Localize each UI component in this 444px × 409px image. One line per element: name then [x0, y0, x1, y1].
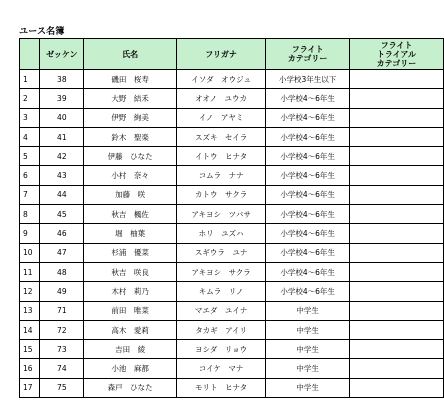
header-no: [20, 39, 40, 70]
trial-category-cell: [349, 127, 443, 146]
furigana-cell: スギウラ ユナ: [176, 243, 265, 262]
table-header-row: [20, 39, 444, 70]
flight-category-cell: 中学生: [266, 359, 350, 378]
row-number: 12: [20, 282, 40, 301]
flight-category-cell: 小学校3年生以下: [266, 70, 350, 89]
flight-category-cell: 小学校4～6年生: [266, 166, 350, 185]
name-cell: 秋吉 楓佐: [84, 205, 177, 224]
trial-category-cell: [349, 89, 443, 108]
row-number: 16: [20, 359, 40, 378]
flight-category-cell: 中学生: [266, 340, 350, 359]
row-number: 10: [20, 243, 40, 262]
furigana-cell: キムラ リノ: [176, 282, 265, 301]
flight-category-cell: 小学校4～6年生: [266, 89, 350, 108]
flight-category-cell: 小学校4～6年生: [266, 147, 350, 166]
row-number: 17: [20, 378, 40, 397]
table-row: [20, 320, 444, 339]
table-row: [20, 70, 444, 89]
header-trial-line-1: フライト: [380, 40, 413, 50]
table-row: [20, 108, 444, 127]
table-row: [20, 185, 444, 204]
table-row: [20, 224, 444, 243]
header-trial-line-3: カテゴリー: [376, 58, 417, 68]
table-row: [20, 147, 444, 166]
flight-category-cell: 小学校4～6年生: [266, 205, 350, 224]
zekken-cell: 40: [40, 108, 84, 127]
row-number: 14: [20, 320, 40, 339]
trial-category-cell: [349, 166, 443, 185]
furigana-cell: マエダ ユイナ: [176, 301, 265, 320]
furigana-cell: カトウ サクラ: [176, 185, 265, 204]
zekken-cell: 48: [40, 262, 84, 281]
row-number: 4: [20, 127, 40, 146]
flight-category-cell: 小学校4～6年生: [266, 127, 350, 146]
name-cell: 堀 柚葉: [84, 224, 177, 243]
header-trial-category: [349, 39, 443, 70]
zekken-cell: 41: [40, 127, 84, 146]
table-row: [20, 127, 444, 146]
header-flight-category: [266, 39, 350, 70]
zekken-cell: 42: [40, 147, 84, 166]
zekken-cell: 73: [40, 340, 84, 359]
trial-category-cell: [349, 340, 443, 359]
trial-category-cell: [349, 224, 443, 243]
name-cell: 小池 麻都: [84, 359, 177, 378]
flight-category-cell: 中学生: [266, 378, 350, 397]
flight-category-cell: 中学生: [266, 301, 350, 320]
header-flight-line-1: フライト: [291, 45, 324, 54]
flight-category-cell: 小学校4～6年生: [266, 185, 350, 204]
name-cell: 木村 莉乃: [84, 282, 177, 301]
trial-category-cell: [349, 205, 443, 224]
header-flight-line-2: カテゴリー: [287, 54, 328, 63]
table-row: [20, 359, 444, 378]
trial-category-cell: [349, 378, 443, 397]
page-title: ユース名簿: [19, 27, 65, 37]
header-furigana: フリガナ: [176, 39, 265, 70]
zekken-cell: 75: [40, 378, 84, 397]
zekken-cell: 43: [40, 166, 84, 185]
zekken-cell: 47: [40, 243, 84, 262]
flight-category-cell: 小学校4～6年生: [266, 243, 350, 262]
name-cell: 加藤 咲: [84, 185, 177, 204]
name-cell: 鈴木 聖楽: [84, 127, 177, 146]
zekken-cell: 46: [40, 224, 84, 243]
trial-category-cell: [349, 185, 443, 204]
zekken-cell: 74: [40, 359, 84, 378]
furigana-cell: タカギ アイリ: [176, 320, 265, 339]
trial-category-cell: [349, 108, 443, 127]
table-row: [20, 205, 444, 224]
flight-category-cell: 小学校4～6年生: [266, 108, 350, 127]
roster-table: [19, 38, 444, 398]
furigana-cell: コイケ マナ: [176, 359, 265, 378]
table-row: [20, 301, 444, 320]
name-cell: 磯田 桜寿: [84, 70, 177, 89]
row-number: 2: [20, 89, 40, 108]
name-cell: 伊野 絢美: [84, 108, 177, 127]
table-row: [20, 166, 444, 185]
trial-category-cell: [349, 320, 443, 339]
header-zekken: ゼッケン: [40, 39, 84, 70]
name-cell: 杉浦 優菜: [84, 243, 177, 262]
trial-category-cell: [349, 243, 443, 262]
header-name: 氏名: [84, 39, 177, 70]
furigana-cell: スズキ セイラ: [176, 127, 265, 146]
name-cell: 秋吉 咲良: [84, 262, 177, 281]
flight-category-cell: 中学生: [266, 320, 350, 339]
table-row: [20, 89, 444, 108]
zekken-cell: 44: [40, 185, 84, 204]
row-number: 11: [20, 262, 40, 281]
name-cell: 小村 奈々: [84, 166, 177, 185]
furigana-cell: ホリ ユズハ: [176, 224, 265, 243]
trial-category-cell: [349, 262, 443, 281]
furigana-cell: イノ アヤミ: [176, 108, 265, 127]
row-number: 3: [20, 108, 40, 127]
table-row: [20, 282, 444, 301]
name-cell: 伊藤 ひなた: [84, 147, 177, 166]
row-number: 1: [20, 70, 40, 89]
furigana-cell: コムラ ナナ: [176, 166, 265, 185]
row-number: 9: [20, 224, 40, 243]
flight-category-cell: 小学校4～6年生: [266, 282, 350, 301]
trial-category-cell: [349, 147, 443, 166]
furigana-cell: イソダ オウジュ: [176, 70, 265, 89]
name-cell: 大野 結禾: [84, 89, 177, 108]
row-number: 6: [20, 166, 40, 185]
furigana-cell: ヨシダ リョウ: [176, 340, 265, 359]
table-row: [20, 262, 444, 281]
header-trial-line-2: トライアル: [376, 49, 417, 59]
name-cell: 吉田 綾: [84, 340, 177, 359]
row-number: 13: [20, 301, 40, 320]
row-number: 5: [20, 147, 40, 166]
trial-category-cell: [349, 359, 443, 378]
zekken-cell: 49: [40, 282, 84, 301]
name-cell: 前田 唯菜: [84, 301, 177, 320]
furigana-cell: オオノ ユウカ: [176, 89, 265, 108]
row-number: 15: [20, 340, 40, 359]
zekken-cell: 38: [40, 70, 84, 89]
row-number: 8: [20, 205, 40, 224]
table-row: [20, 378, 444, 397]
furigana-cell: イトウ ヒナタ: [176, 147, 265, 166]
zekken-cell: 45: [40, 205, 84, 224]
furigana-cell: アキヨシ サクラ: [176, 262, 265, 281]
zekken-cell: 72: [40, 320, 84, 339]
flight-category-cell: 小学校4～6年生: [266, 262, 350, 281]
furigana-cell: アキヨシ ツバサ: [176, 205, 265, 224]
trial-category-cell: [349, 282, 443, 301]
zekken-cell: 71: [40, 301, 84, 320]
zekken-cell: 39: [40, 89, 84, 108]
trial-category-cell: [349, 70, 443, 89]
table-row: [20, 243, 444, 262]
table-row: [20, 340, 444, 359]
trial-category-cell: [349, 301, 443, 320]
row-number: 7: [20, 185, 40, 204]
name-cell: 高木 愛莉: [84, 320, 177, 339]
name-cell: 森戸 ひなた: [84, 378, 177, 397]
furigana-cell: モリト ヒナタ: [176, 378, 265, 397]
flight-category-cell: 小学校4～6年生: [266, 224, 350, 243]
